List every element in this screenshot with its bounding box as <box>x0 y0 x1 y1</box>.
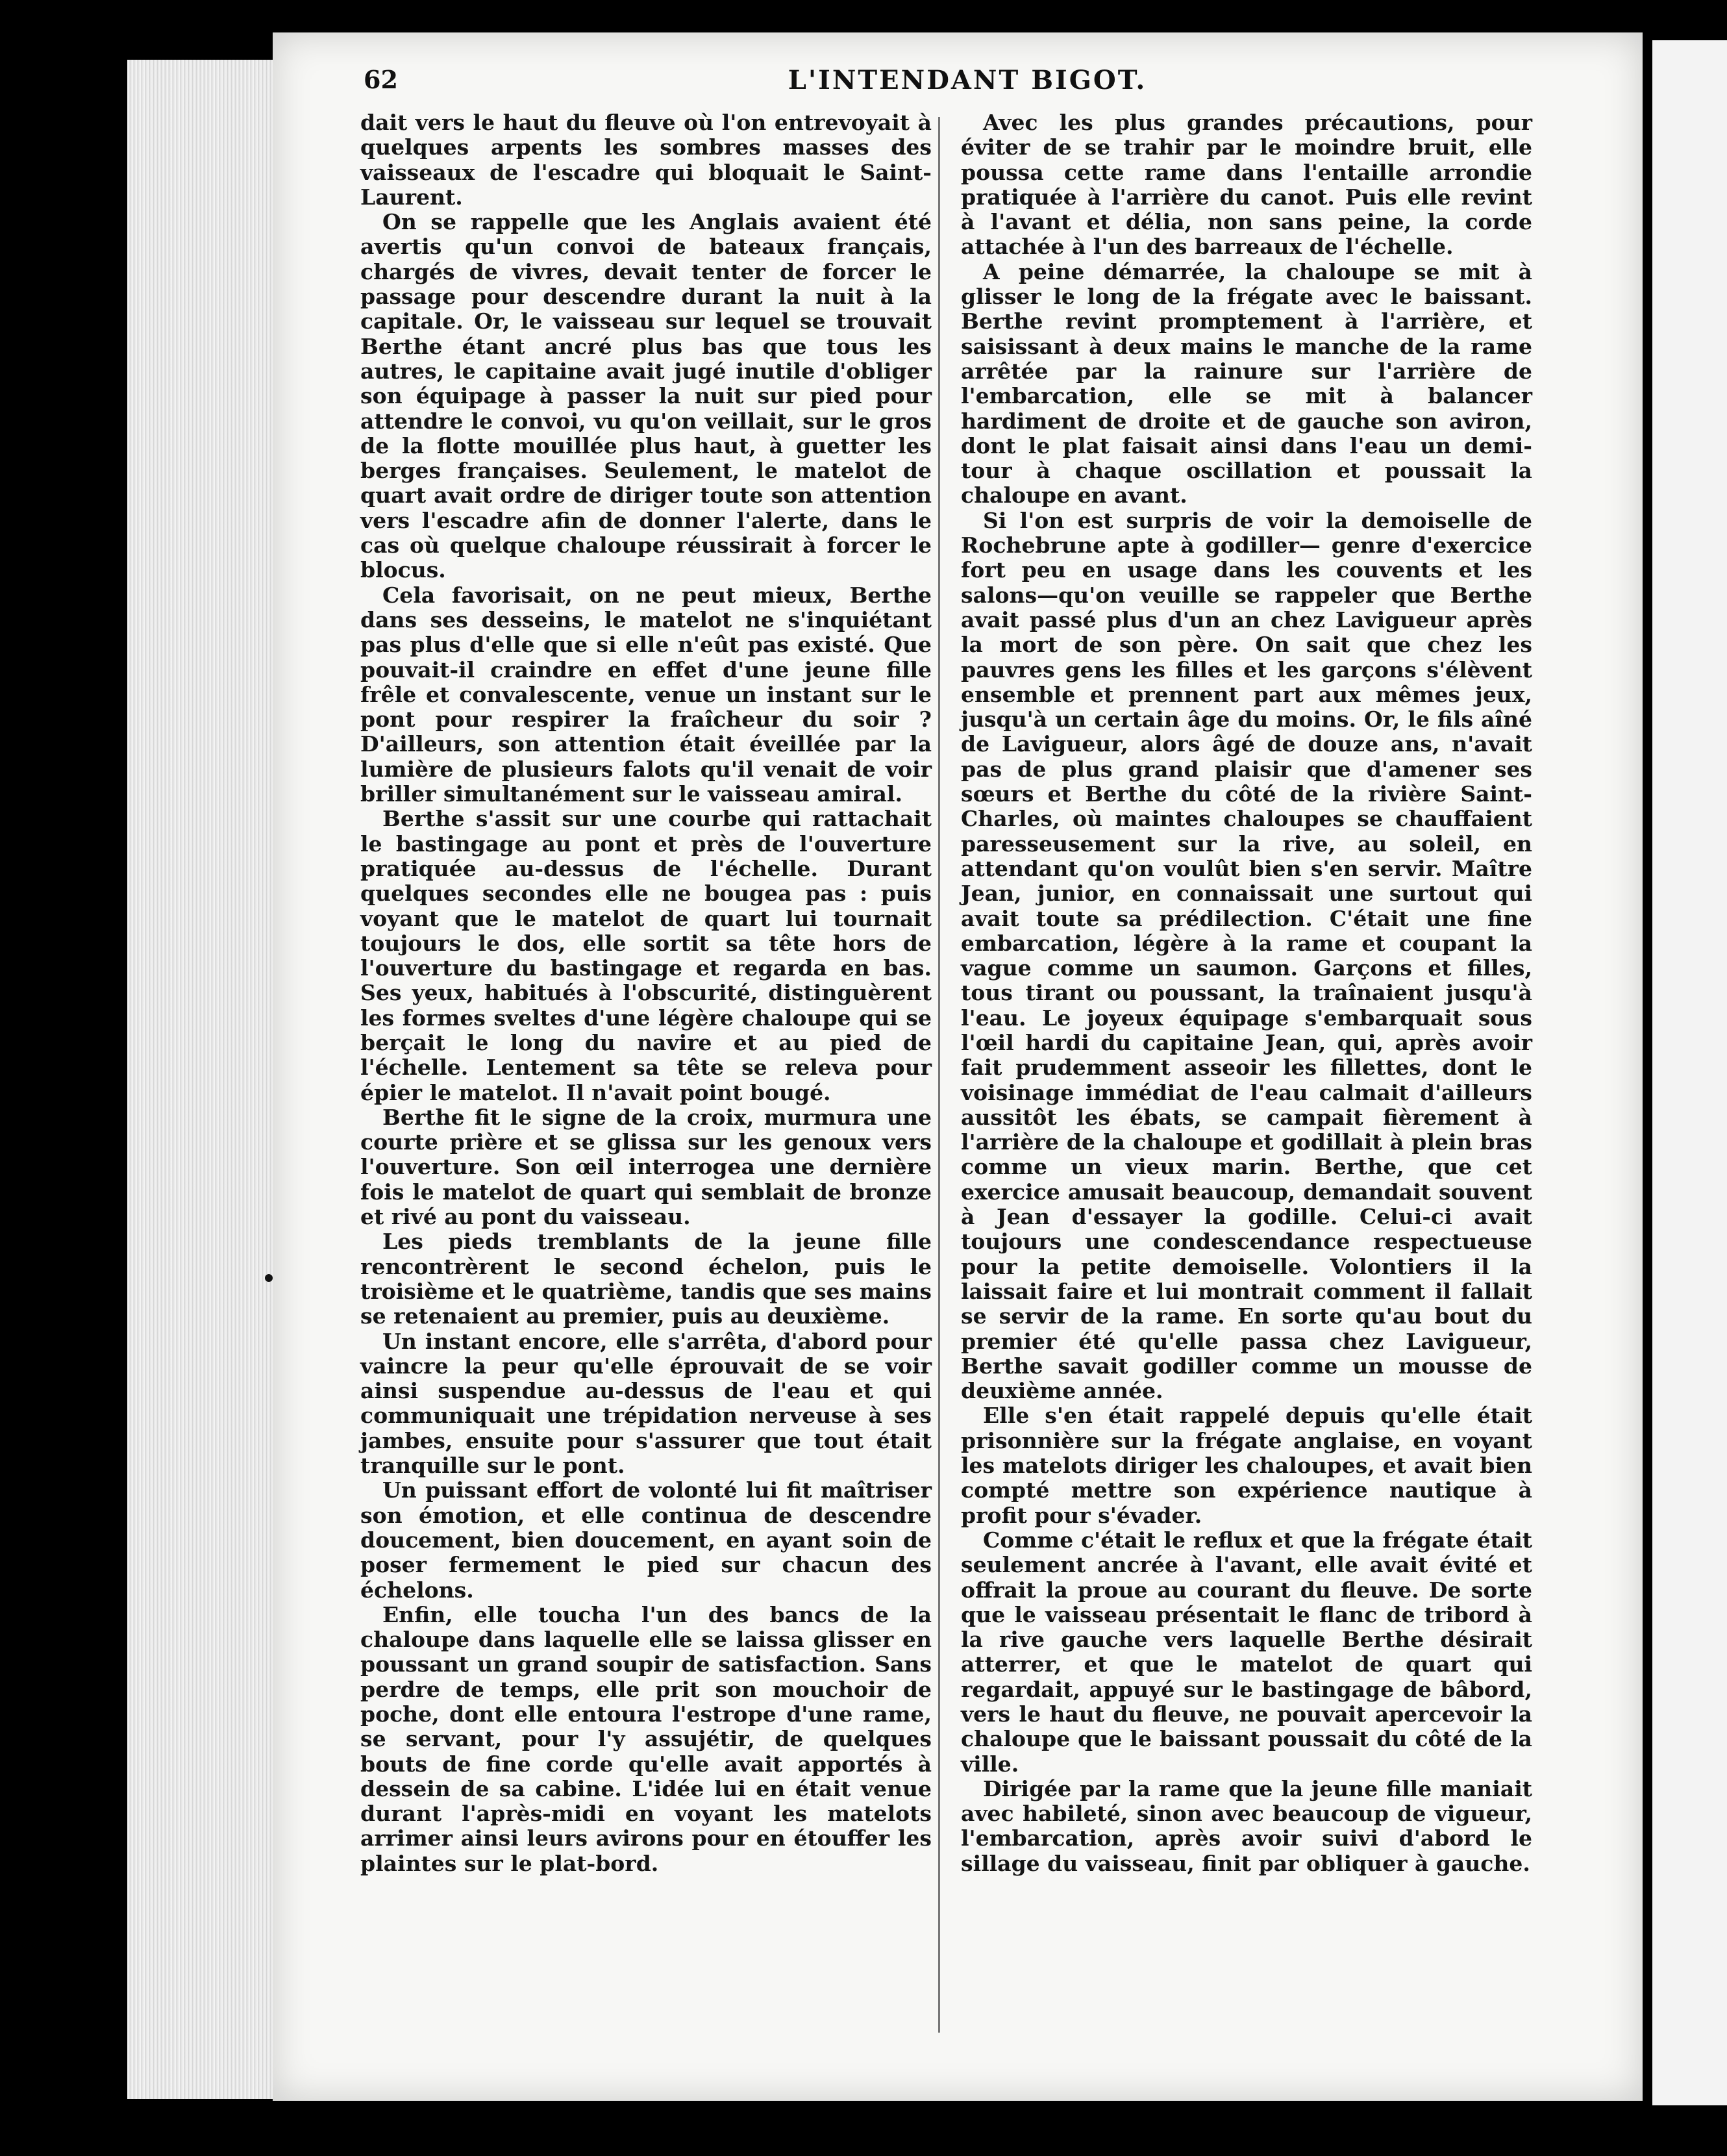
paragraph: Enfin, elle toucha l'un des bancs de la chaloupe dans laquelle elle se laissa glisser en poussant un grand soupir de satisfaction. Sans perdre de temps, elle prit son mouchoir de poche, dont elle entoura l'estrope d'une rame, se servant, pour l'y assujétir, de quelques bouts de fine corde qu'elle avait apportés à dessein de sa cabine. L'idée lui en était venue durant l'après-midi en voyant les matelots arrimer ainsi leurs avirons pour en étouffer les plaintes sur le plat-bord. <box>360 1601 932 1876</box>
left-column <box>360 110 932 1876</box>
page-number: 62 <box>364 65 398 94</box>
right-column <box>961 110 1532 1876</box>
book-page <box>273 32 1643 2101</box>
paragraph: Les pieds tremblants de la jeune fille rencontrèrent le second échelon, puis le troisième et le quatrième, tandis que ses mains se retenaient au premier, puis au deuxième. <box>360 1229 932 1329</box>
paragraph: dait vers le haut du fleuve où l'on entrevoyait à quelques arpents les sombres masses des vaisseaux de l'escadre qui bloquait le Saint-Laurent. <box>360 110 932 210</box>
paragraph: Berthe s'assit sur une courbe qui rattachait le bastingage au pont et près de l'ouverture pratiquée au-dessus de l'échelle. Durant quelques secondes elle ne bougea pas : puis voyant que le matelot de quart lui tournait toujours le dos, elle sortit sa tête hors de l'ouverture du bastingage et regarda en bas. Ses yeux, habitués à l'obscurité, distinguèrent les formes sveltes d'une légère chaloupe qui se berçait le long du navire et au pied de l'échelle. Lentement sa tête se releva pour épier le matelot. Il n'avait point bougé. <box>360 806 932 1105</box>
paragraph: A peine démarrée, la chaloupe se mit à glisser le long de la frégate avec le baissant. Berthe revint promptement à l'arrière, et saisissant à deux mains le manche de la rame arrêtée par la rainure sur l'arrière de l'embarcation, elle se mit à balancer hardiment de droite et de gauche son aviron, dont le plat faisait ainsi dans l'eau un demi-tour à chaque oscillation et poussait la chaloupe en avant. <box>961 258 1532 508</box>
paragraph: Un instant encore, elle s'arrêta, d'abord pour vaincre la peur qu'elle éprouvait de se voir ainsi suspendue au-dessus de l'eau et qui communiquait une trépidation nerveuse à ses jambes, ensuite pour s'assurer que tout était tranquille sur le pont. <box>360 1328 932 1479</box>
running-title: L'INTENDANT BIGOT. <box>788 65 1147 95</box>
paragraph: Cela favorisait, on ne peut mieux, Berthe dans ses desseins, le matelot ne s'inquiétant pas plus d'elle que si elle n'eût pas existé. Que pouvait-il craindre en effet d'une jeune fille frêle et convalescente, venue un instant sur le pont pour respirer la fraîcheur du soir ? D'ailleurs, son attention était éveillée par la lumière de plusieurs falots qu'il venait de voir briller simultanément sur le vaisseau amiral. <box>360 582 932 807</box>
paragraph: Avec les plus grandes précautions, pour éviter de se trahir par le moindre bruit, elle poussa cette rame dans l'entaille arrondie pratiquée à l'arrière du canot. Puis elle revint à l'avant et délia, non sans peine, la corde attachée à l'un des barreaux de l'échelle. <box>961 110 1532 260</box>
paragraph: Un puissant effort de volonté lui fit maîtriser son émotion, et elle continua de descendre doucement, bien doucement, en ayant soin de poser fermement le pied sur chacun des échelons. <box>360 1477 932 1603</box>
paragraph: On se rappelle que les Anglais avaient été avertis qu'un convoi de bateaux français, chargés de vivres, devait tenter de forcer le passage pour descendre durant la nuit à la capitale. Or, le vaisseau sur lequel se trouvait Berthe étant ancré plus bas que tous les autres, le capitaine avait jugé inutile d'obliger son équipage à passer la nuit sur pied pour attendre le convoi, vu qu'on veillait, sur le gros de la flotte mouillée plus haut, à guetter les berges françaises. Seulement, le matelot de quart avait ordre de diriger toute son attention vers l'escadre afin de donner l'alerte, dans le cas où quelque chaloupe réussirait à forcer le blocus. <box>360 209 932 583</box>
paragraph: Comme c'était le reflux et que la frégate était seulement ancrée à l'avant, elle avait évité et offrait la proue au courant du fleuve. De sorte que le vaisseau présentait le flanc de tribord à la rive gauche vers laquelle Berthe désirait atterrer, et que le matelot de quart qui regardait, appuyé sur le bastingage de bâbord, vers le haut du fleuve, ne pouvait apercevoir la chaloupe que le baissant poussait du côté de la ville. <box>961 1527 1532 1777</box>
adjacent-page-edge <box>1652 40 1727 2105</box>
column-divider <box>938 117 940 2033</box>
paragraph: Elle s'en était rappelé depuis qu'elle était prisonnière sur la frégate anglaise, en voyant les matelots diriger les chaloupes, et avait bien compté mettre son expérience nautique à profit pour s'évader. <box>961 1403 1532 1528</box>
paragraph: Berthe fit le signe de la croix, murmura une courte prière et se glissa sur les genoux vers l'ouverture. Son œil interrogea une dernière fois le matelot de quart qui semblait de bronze et rivé au pont du vaisseau. <box>360 1104 932 1230</box>
paragraph: Dirigée par la rame que la jeune fille maniait avec habileté, sinon avec beaucoup de vigueur, l'embarcation, après avoir suivi d'abord le sillage du vaisseau, finit par obliquer à gauche. <box>961 1775 1532 1876</box>
paragraph: Si l'on est surpris de voir la demoiselle de Rochebrune apte à godiller— genre d'exercice fort peu en usage dans les couvents et les salons—qu'on veuille se rappeler que Berthe avait passé plus d'un an chez Lavigueur après la mort de son père. On sait que chez les pauvres gens les filles et les garçons s'élèvent ensemble et prennent part aux mêmes jeux, jusqu'à un certain âge du moins. Or, le fils aîné de Lavigueur, alors âgé de douze ans, n'avait pas de plus grand plaisir que d'amener ses sœurs et Berthe du côté de la rivière Saint-Charles, où maintes chaloupes se chauffaient paresseusement sur la rive, au soleil, en attendant qu'on voulût bien s'en servir. Maître Jean, junior, en connaissait une surtout qui avait toute sa prédilection. C'était une fine embarcation, légère à la rame et coupant la vague comme un saumon. Garçons et filles, tous tirant ou poussant, la traînaient jusqu'à l'eau. Le joyeux équipage s'embarquait sous l'œil hardi du capitaine Jean, qui, après avoir fait prudemment asseoir les fillettes, dont le voisinage immédiat de l'eau calmait d'ailleurs aussitôt les ébats, se campait fièrement à l'arrière de la chaloupe et godillait à plein bras comme un vieux marin. Berthe, que cet exercice amusait beaucoup, demandait souvent à Jean d'essayer la godille. Celui-ci avait toujours une condescendance respectueuse pour la petite demoiselle. Volontiers il la laissait faire et lui montrait comment il fallait se servir de la rame. En sorte qu'au bout du premier été qu'elle passa chez Lavigueur, Berthe savait godiller comme un mousse de deuxième année. <box>961 507 1532 1404</box>
margin-mark <box>265 1274 273 1282</box>
book-page-edges <box>127 60 283 2099</box>
